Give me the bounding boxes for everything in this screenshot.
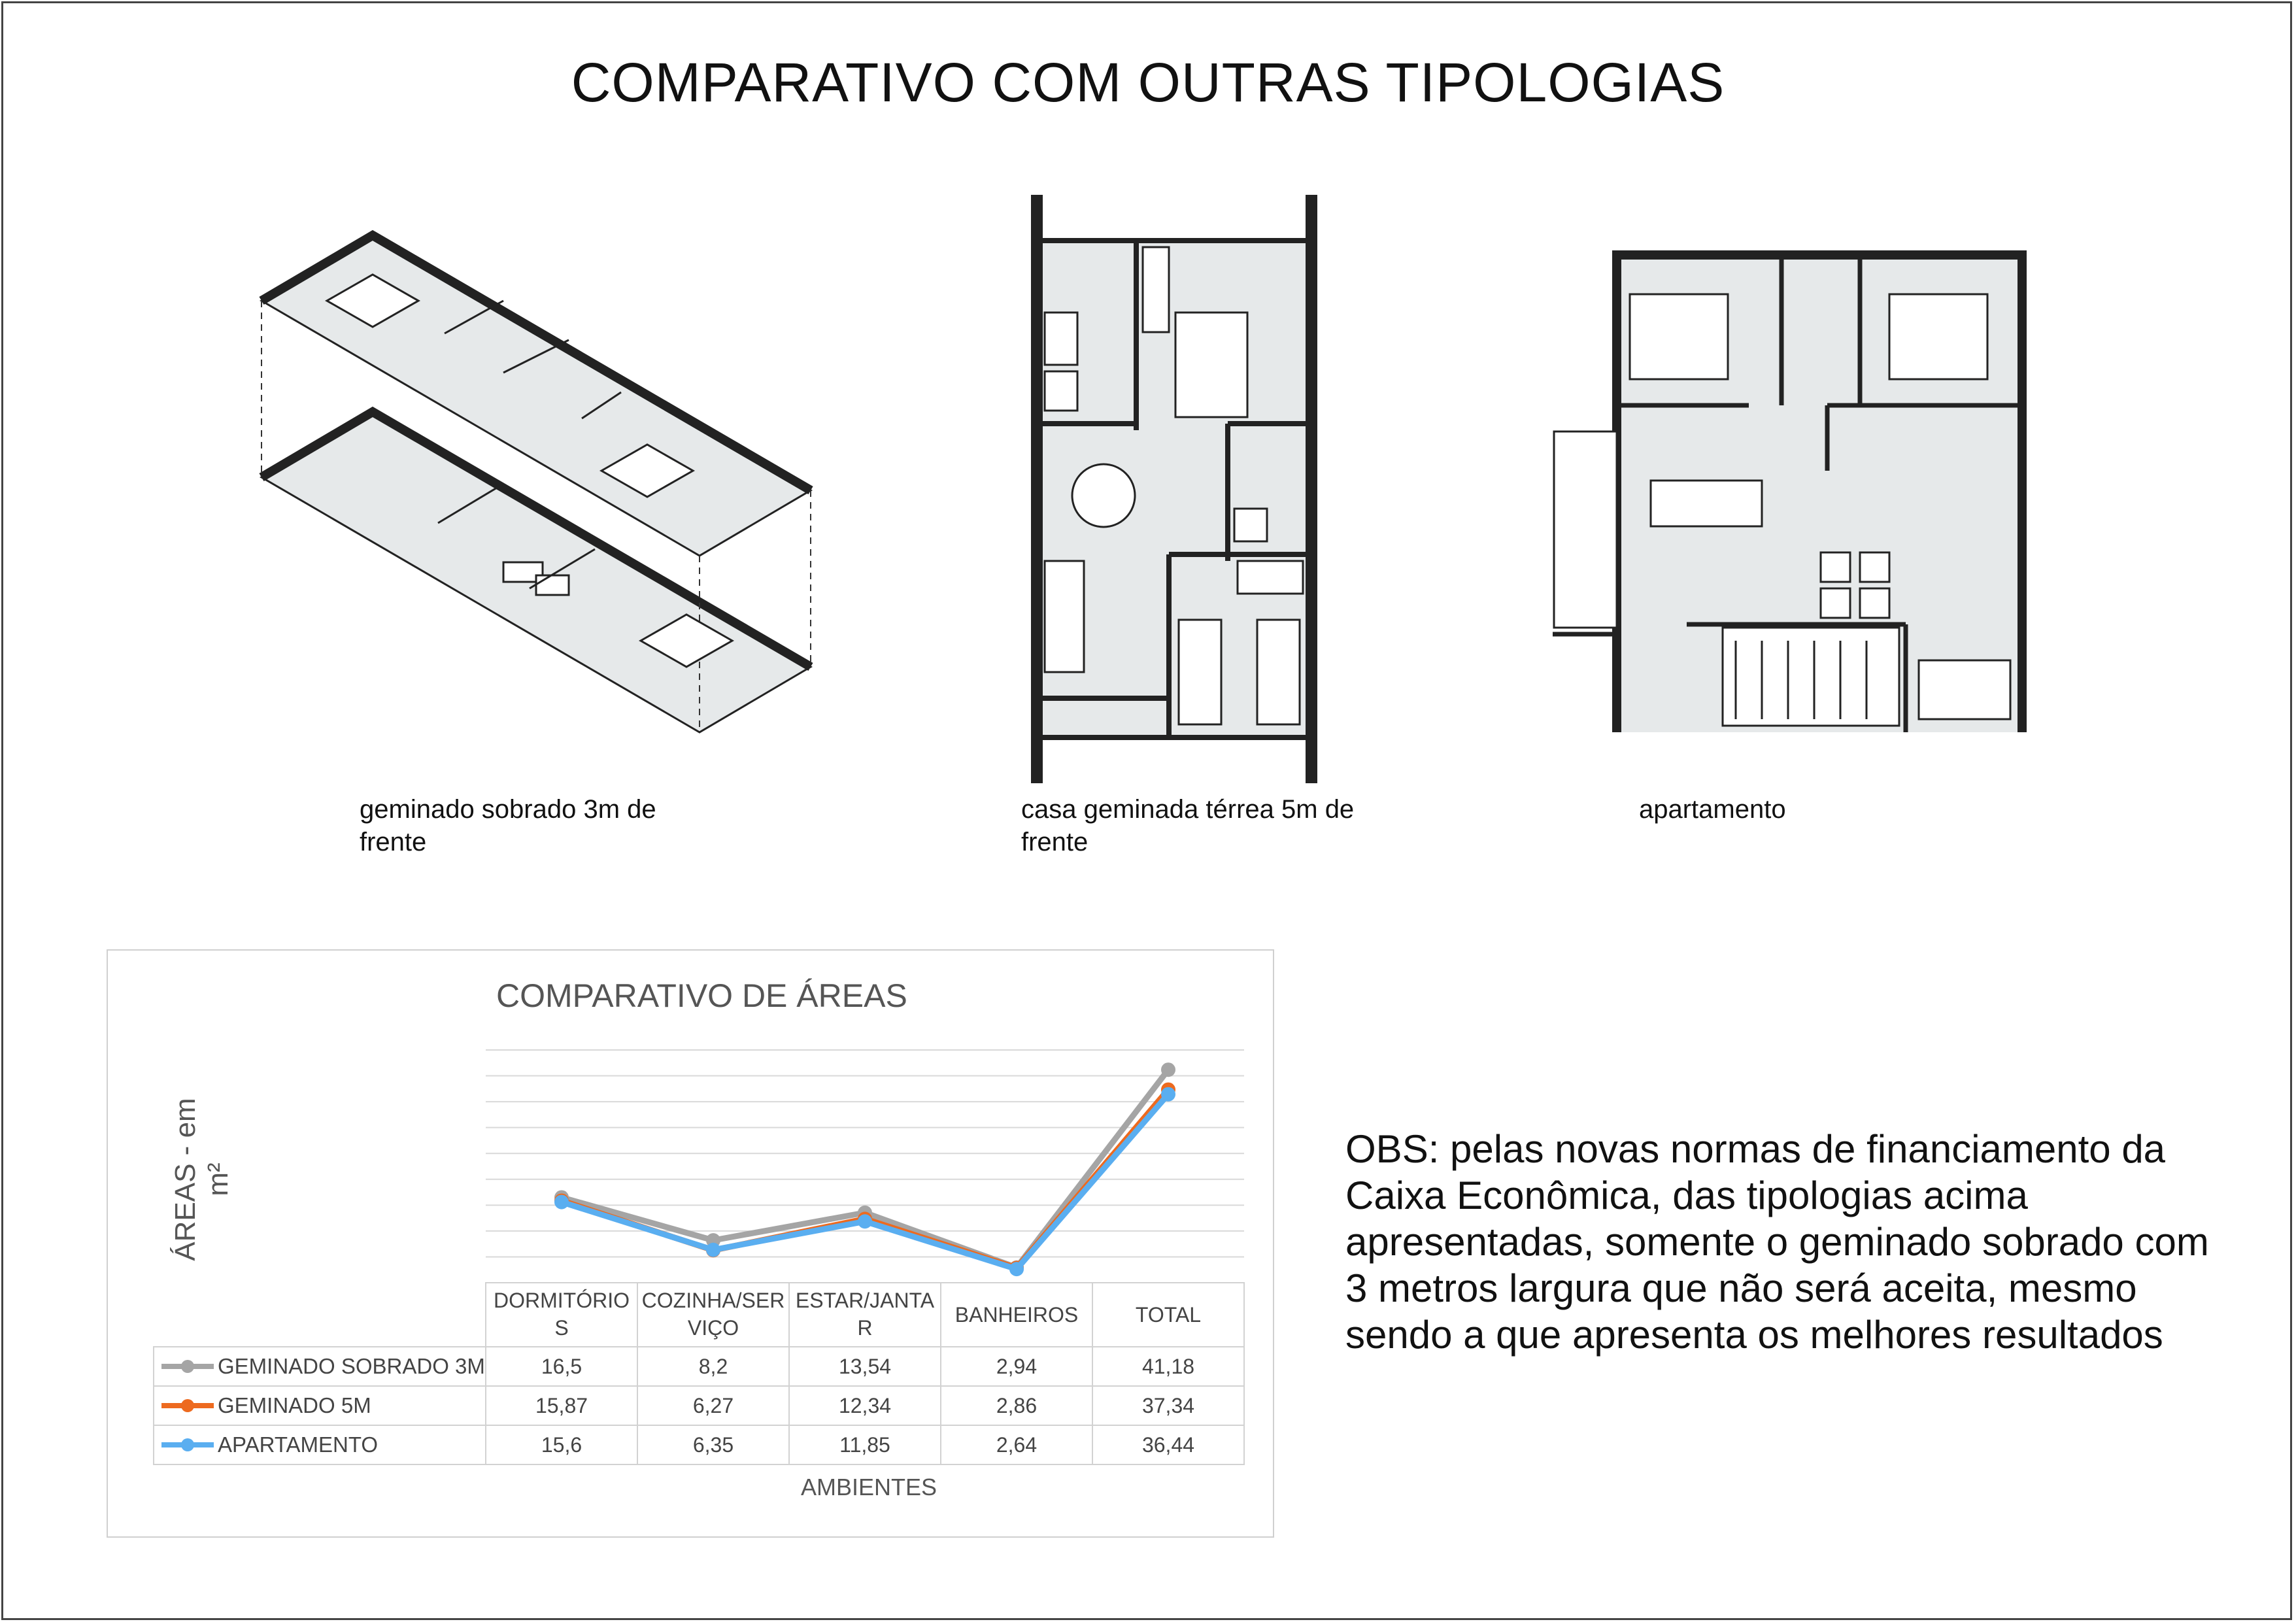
plan-caption-1-line2: frente [360,828,427,856]
data-point [706,1243,720,1257]
chart-y-axis-label: ÁREAS - em m² [169,1098,234,1261]
category-label-continued: VIÇO [687,1316,739,1340]
legend-marker [181,1360,194,1373]
plan-caption-1 [360,793,656,858]
category-label: DORMITÓRIO [494,1289,630,1312]
data-value-label: 6,27 [692,1394,734,1417]
plan-caption-2 [1021,793,1354,858]
data-point [1161,1087,1175,1102]
data-point [858,1214,872,1228]
isometric-plan-drawing [255,222,830,739]
plan-caption-1-line1: geminado sobrado 3m de [360,795,656,824]
legend-label: GEMINADO SOBRADO 3M [218,1354,485,1378]
page-title: COMPARATIVO COM OUTRAS TIPOLOGIAS [571,52,1725,113]
series-line [562,1070,1168,1268]
data-value-label: 15,6 [541,1433,582,1457]
chart-plot [108,951,1275,1539]
data-point [554,1195,569,1210]
observation-note: OBS: pelas novas normas de financiamento da Caixa Econômica, das tipologias acima apresentadas, somente o geminado sobrado com 3 metros largura que não será aceita, mesmo sendo a que apresenta os melhores resultados [1345,1127,2209,1357]
legend-marker [181,1438,194,1451]
category-label: BANHEIROS [954,1303,1079,1327]
category-label: TOTAL [1135,1303,1202,1327]
data-point [1009,1262,1024,1276]
category-label: ESTAR/JANTA [795,1289,935,1312]
chart-container [107,949,1274,1538]
category-label: COZINHA/SER [641,1289,785,1312]
legend-label: GEMINADO 5M [218,1393,371,1417]
series-line [562,1094,1168,1269]
data-value-label: 2,94 [996,1355,1038,1378]
category-label-continued: S [554,1316,569,1340]
plan-caption-2-line1: casa geminada térrea 5m de [1021,795,1355,824]
data-value-label: 6,35 [692,1433,734,1457]
legend-marker [181,1399,194,1412]
data-value-label: 2,86 [996,1394,1038,1417]
plan-caption-3 [1639,793,1786,826]
data-value-label: 13,54 [838,1355,892,1378]
data-point [1161,1062,1175,1077]
data-value-label: 41,18 [1141,1355,1195,1378]
data-value-label: 37,34 [1141,1394,1195,1417]
plan-caption-3-line1: apartamento [1639,795,1786,824]
data-value-label: 2,64 [996,1433,1038,1457]
apartment-floor-plan [1553,248,2030,745]
data-value-label: 11,85 [839,1433,890,1457]
legend-label: APARTAMENTO [218,1432,379,1457]
plan-caption-2-line2: frente [1021,828,1089,856]
data-value-label: 16,5 [541,1355,582,1378]
chart-x-axis-label: AMBIENTES [801,1474,937,1500]
house-floor-plan [1025,195,1326,783]
data-value-label: 15,87 [535,1394,588,1417]
chart-title: COMPARATIVO DE ÁREAS [496,977,907,1014]
data-value-label: 8,2 [698,1355,728,1378]
data-value-label: 12,34 [838,1394,892,1417]
category-label-continued: R [857,1316,873,1340]
data-value-label: 36,44 [1141,1433,1195,1457]
